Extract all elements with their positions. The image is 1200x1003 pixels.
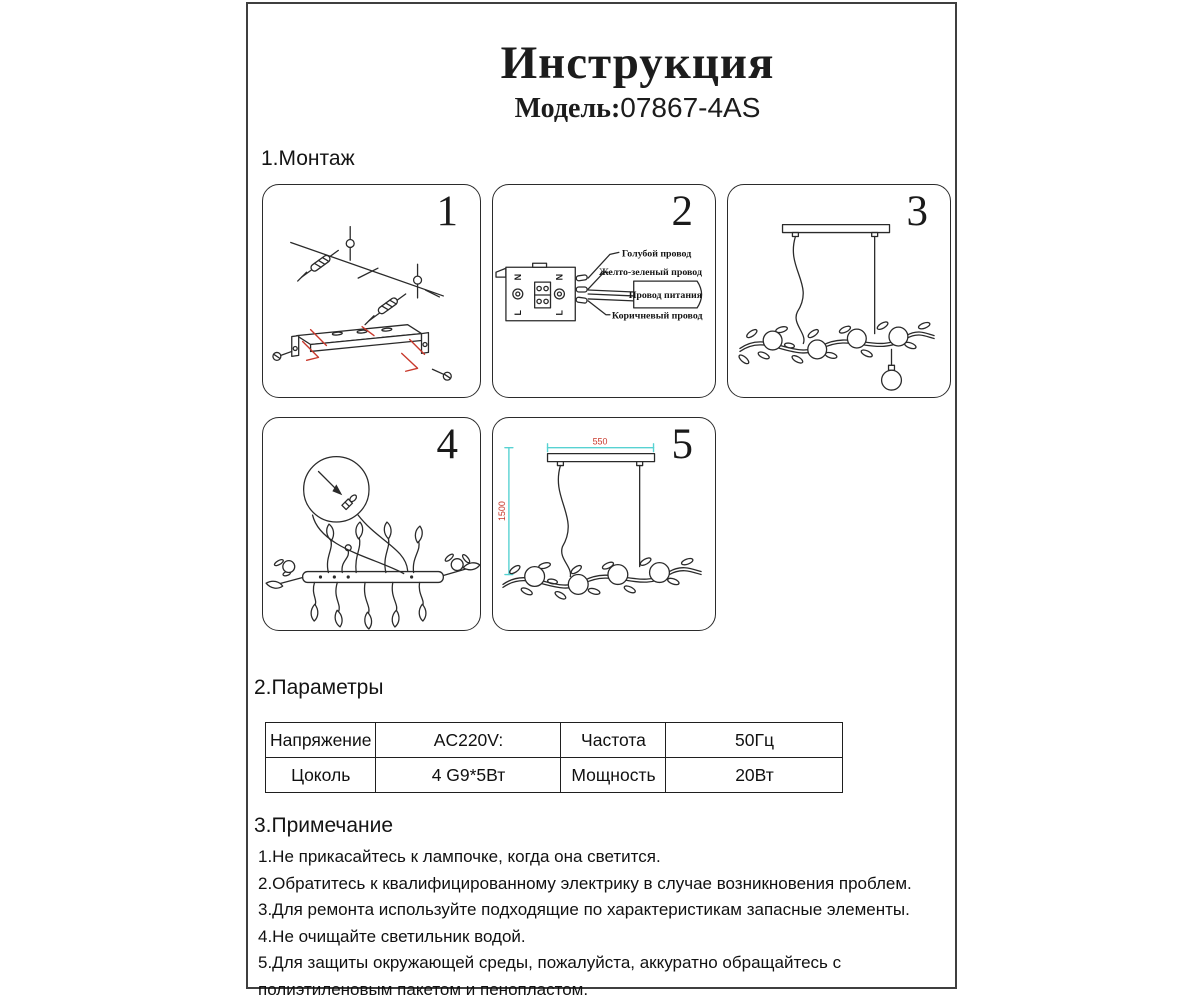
table-row [266, 723, 843, 758]
brown-wire-label: Коричневый провод [611, 310, 703, 322]
blue-wire-label: Голубой провод [621, 248, 692, 260]
note-item: 5.Для защиты окружающей среды, пожалуйста, аккуратно обращайтесь с полиэтиленовым пакетом и пенопластом. [258, 953, 842, 999]
table-row [266, 758, 843, 793]
power-wire-label: Провод питания [628, 289, 703, 301]
table-cell-frequency-value: 50Гц [666, 723, 843, 758]
title-block [248, 38, 955, 125]
model-line [320, 92, 955, 125]
panel-number: 3 [906, 188, 928, 235]
screw-with-dowel-2 [365, 294, 406, 325]
panel-step-2 [492, 184, 716, 398]
screw-with-dowel-1 [298, 250, 339, 281]
wire-stubs [576, 275, 588, 304]
model-value: 07867-4AS [620, 91, 761, 123]
notes-list [258, 844, 950, 1003]
table-cell-voltage-value: AC220V: [376, 723, 561, 758]
terminal-l-right: L [554, 310, 565, 316]
note-item: 2.Обратитесь к квалифицированному электрику в случае возникновения проблем. [258, 873, 912, 893]
section-heading-montage: 1.Монтаж [261, 147, 355, 170]
drop-dimension-label: 1500 [496, 501, 507, 522]
terminal-l-left: L [512, 310, 523, 316]
panel-step-3 [727, 184, 951, 398]
table-cell-socket-label: Цоколь [266, 758, 376, 793]
sprigs-top [326, 522, 424, 573]
terminal-n-left: N [512, 273, 523, 281]
note-item: 3.Для ремонта используйте подходящие по характеристикам запасные элементы. [258, 900, 910, 919]
instruction-sheet [246, 2, 957, 999]
section-heading-params: 2.Параметры [254, 676, 384, 699]
panel-number: 4 [436, 421, 458, 468]
ceiling-bar [783, 225, 890, 237]
panel-number: 5 [671, 421, 693, 468]
panel-step-5 [492, 417, 716, 631]
panel-number: 1 [436, 188, 458, 235]
parameters-table [265, 722, 843, 793]
sprigs-bottom [311, 582, 426, 629]
bracket-screw-left [273, 351, 292, 360]
table-cell-voltage-label: Напряжение [266, 723, 376, 758]
terminal-block [496, 263, 575, 320]
bracket-screw-right [432, 369, 451, 380]
width-dimension-label: 550 [592, 436, 608, 447]
ceiling-anchor-points [291, 227, 444, 298]
yellow-green-wire-label: Желто-зеленый провод [599, 267, 702, 279]
magnifier-balloon [304, 457, 408, 574]
table-cell-socket-value: 4 G9*5Вт [376, 758, 561, 793]
table-cell-power-value: 20Вт [666, 758, 843, 793]
note-item: 1.Не прикасайтесь к лампочке, когда она светится. [258, 847, 661, 866]
suspension-cable [558, 466, 570, 577]
suspension-cable [793, 237, 804, 344]
section-heading-notes: 3.Примечание [254, 814, 394, 837]
ceiling-bar [548, 454, 655, 466]
model-label: Модель: [514, 92, 621, 124]
leader-lines [588, 252, 634, 314]
panel-step-1 [262, 184, 481, 398]
table-cell-power-label: Мощность [561, 758, 666, 793]
terminal-n-right: N [554, 273, 565, 281]
table-cell-frequency-label: Частота [561, 723, 666, 758]
fixture-arm [303, 572, 444, 583]
panel-step-4 [262, 417, 481, 631]
dangling-bulb [882, 349, 902, 390]
page-title: Инструкция [500, 37, 775, 89]
panel-number: 2 [671, 188, 693, 235]
dimension-lines [505, 444, 654, 575]
note-item: 4.Не очищайте светильник водой. [258, 926, 526, 946]
